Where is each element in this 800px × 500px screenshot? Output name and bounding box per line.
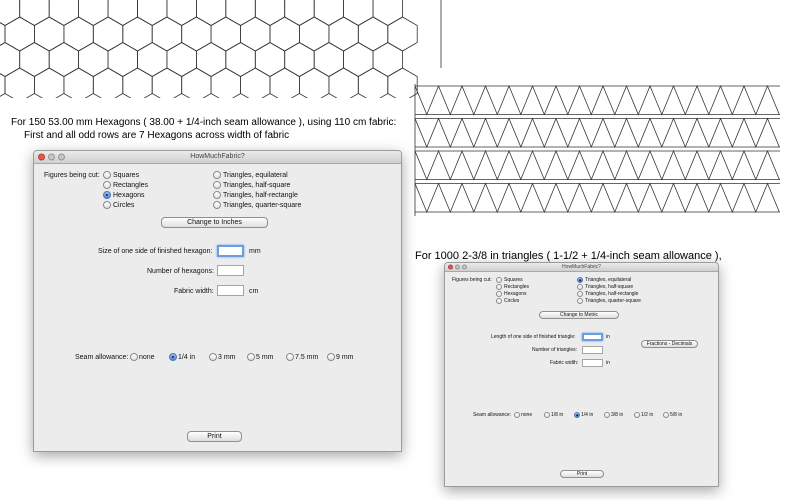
triangle-side-label: Length of one side of finished triangle:: [491, 334, 576, 340]
howmuchfabric-window-hexagons: [33, 150, 402, 452]
hexagon-caption-line1: For 150 53.00 mm Hexagons ( 38.00 + 1/4-inch seam allowance ), using 110 cm fabric:: [11, 117, 397, 128]
hexagon-shape: [255, 43, 284, 77]
hexagon-shape: [49, 43, 78, 77]
hexagon-shape: [299, 68, 329, 98]
hexagon-shape: [388, 17, 417, 51]
radio-label-squares: Squares: [113, 172, 140, 179]
window-title: HowMuchFabric?: [562, 264, 601, 270]
zoom-button[interactable]: [462, 265, 467, 270]
radio-squares[interactable]: [103, 171, 111, 179]
radio-label-circles: Circles: [113, 202, 135, 209]
radio-triangles-equilateral[interactable]: [577, 277, 583, 283]
figures-being-cut-label: Figures being cut:: [452, 277, 492, 283]
hexagon-side-unit: mm: [249, 248, 261, 255]
radio-seam-none[interactable]: [130, 353, 138, 361]
radio-label-seam-1-4-in: 1/4 in: [581, 412, 594, 418]
radio-seam-7-5-mm[interactable]: [286, 353, 294, 361]
hexagon-shape: [270, 17, 299, 51]
hexagon-shape: [108, 0, 137, 26]
number-of-triangles-input[interactable]: [582, 346, 603, 354]
radio-label-seam-5-mm: 5 mm: [256, 354, 274, 361]
hexagon-shape: [152, 68, 182, 98]
radio-triangles-half-rectangle[interactable]: [577, 291, 583, 297]
hexagon-shape: [314, 43, 343, 77]
radio-seam-3-mm[interactable]: [209, 353, 217, 361]
close-button[interactable]: [448, 265, 453, 270]
radio-seam-1-4-in[interactable]: [574, 412, 580, 418]
fabric-width-unit: in: [606, 360, 610, 366]
radio-circles[interactable]: [103, 201, 111, 209]
hexagon-shape: [329, 17, 358, 51]
fractions-decimals-button[interactable]: Fractions - Decimals: [641, 340, 698, 348]
number-of-triangles-label: Number of triangles:: [532, 347, 578, 353]
hexagon-shape: [0, 43, 20, 77]
window-titlebar[interactable]: [445, 263, 718, 272]
hexagon-shape: [93, 17, 123, 51]
hexagon-shape: [211, 17, 241, 51]
radio-label-seam-1-4-in: 1/4 in: [178, 354, 196, 361]
hexagon-shape: [138, 43, 167, 77]
radio-label-triangles-quarter-square: Triangles, quarter-square: [585, 298, 641, 304]
radio-seam-5-8-in[interactable]: [663, 412, 669, 418]
print-button[interactable]: Print: [560, 470, 604, 478]
howmuchfabric-window-triangles: [444, 262, 719, 487]
hexagon-shape: [270, 68, 299, 98]
hexagon-shape: [196, 0, 225, 26]
hexagon-shape: [182, 68, 211, 98]
radio-label-triangles-half-square: Triangles, half-square: [585, 284, 634, 290]
radio-label-seam-3-8-in: 3/8 in: [611, 412, 624, 418]
radio-hexagons[interactable]: [103, 191, 111, 199]
hexagon-shape: [167, 0, 197, 26]
hexagon-shape: [5, 68, 34, 98]
triangle-side-input[interactable]: [582, 333, 603, 341]
number-of-hexagons-input[interactable]: [217, 265, 244, 276]
hexagon-shape: [358, 68, 388, 98]
close-button[interactable]: [38, 154, 45, 161]
hexagon-shape: [358, 17, 388, 51]
hexagon-shape: [255, 0, 284, 26]
hexagon-shape: [241, 68, 270, 98]
hexagon-caption-line2: First and all odd rows are 7 Hexagons across width of fabric: [24, 130, 290, 141]
radio-hexagons[interactable]: [496, 291, 502, 297]
hexagon-shape: [226, 43, 256, 77]
hexagon-shape: [34, 17, 64, 51]
radio-label-rectangles: Rectangles: [504, 284, 530, 290]
hexagon-shape: [0, 17, 5, 51]
hexagon-shape: [123, 17, 152, 51]
change-to-inches-button[interactable]: Change to Inches: [161, 217, 268, 228]
print-button[interactable]: Print: [187, 431, 242, 442]
radio-squares[interactable]: [496, 277, 502, 283]
hexagon-shape: [167, 43, 197, 77]
radio-triangles-half-square[interactable]: [577, 284, 583, 290]
figures-being-cut-label: Figures being cut:: [44, 172, 100, 179]
radio-label-circles: Circles: [504, 298, 520, 304]
radio-label-seam-1-2-in: 1/2 in: [641, 412, 654, 418]
hexagon-shape: [64, 17, 93, 51]
radio-seam-none[interactable]: [514, 412, 520, 418]
radio-triangles-quarter-square[interactable]: [577, 298, 583, 304]
hexagon-shape: [93, 68, 123, 98]
radio-label-seam-9-mm: 9 mm: [336, 354, 354, 361]
hexagon-shape: [299, 17, 329, 51]
radio-seam-5-mm[interactable]: [247, 353, 255, 361]
radio-triangles-half-rectangle[interactable]: [213, 191, 221, 199]
radio-circles[interactable]: [496, 298, 502, 304]
seam-allowance-label: Seam allowance:: [75, 354, 129, 361]
hexagon-shape: [182, 17, 211, 51]
hexagon-shape: [123, 68, 152, 98]
hexagon-shape: [79, 0, 109, 26]
radio-seam-1-4-in[interactable]: [169, 353, 177, 361]
radio-triangles-equilateral[interactable]: [213, 171, 221, 179]
hexagon-shape: [152, 17, 182, 51]
hexagon-shape: [329, 68, 358, 98]
hexagon-shape: [285, 0, 315, 26]
fabric-width-unit: cm: [249, 288, 259, 295]
radio-rectangles[interactable]: [103, 181, 111, 189]
radio-label-triangles-half-square: Triangles, half-square: [223, 182, 291, 189]
hexagon-shape: [79, 43, 109, 77]
hexagon-shape: [64, 68, 93, 98]
hexagon-side-input[interactable]: [217, 245, 244, 257]
seam-allowance-label: Seam allowance:: [473, 412, 512, 418]
fabric-width-label: Fabric width:: [174, 288, 214, 295]
hexagon-shape: [314, 0, 343, 26]
hexagon-shape: [0, 0, 20, 26]
hexagon-shape: [49, 0, 78, 26]
zoom-button[interactable]: [58, 154, 65, 161]
radio-label-triangles-half-rectangle: Triangles, half-rectangle: [223, 192, 298, 199]
hexagon-shape: [211, 68, 241, 98]
radio-label-hexagons: Hexagons: [113, 192, 145, 199]
hexagon-layout-diagram: [0, 0, 450, 98]
radio-label-seam-3-mm: 3 mm: [218, 354, 236, 361]
radio-triangles-half-square[interactable]: [213, 181, 221, 189]
radio-label-triangles-equilateral: Triangles, equilateral: [585, 277, 632, 283]
radio-label-seam-7-5-mm: 7.5 mm: [295, 354, 319, 361]
window-title: HowMuchFabric?: [190, 153, 245, 160]
radio-seam-9-mm[interactable]: [327, 353, 335, 361]
minimize-button[interactable]: [48, 154, 55, 161]
triangle-side-unit: in: [606, 334, 610, 340]
fabric-width-input[interactable]: [582, 359, 603, 367]
radio-label-seam-none: none: [521, 412, 533, 418]
hexagon-shape: [138, 0, 167, 26]
radio-label-triangles-quarter-square: Triangles, quarter-square: [223, 202, 302, 209]
triangle-row: [415, 151, 779, 180]
radio-seam-3-8-in[interactable]: [604, 412, 610, 418]
hexagon-shape: [344, 43, 374, 77]
hexagon-shape: [20, 0, 50, 26]
radio-seam-1-2-in[interactable]: [634, 412, 640, 418]
fabric-width-label: Fabric width:: [550, 360, 579, 366]
hexagon-shape: [34, 68, 64, 98]
radio-label-rectangles: Rectangles: [113, 182, 149, 189]
hexagon-shape: [20, 43, 50, 77]
hexagon-shape: [285, 43, 315, 77]
radio-label-hexagons: Hexagons: [504, 291, 527, 297]
number-of-hexagons-label: Number of hexagons:: [147, 268, 214, 275]
radio-label-seam-none: none: [139, 354, 155, 361]
radio-triangles-quarter-square[interactable]: [213, 201, 221, 209]
radio-label-seam-1-8-in: 1/8 in: [551, 412, 564, 418]
hexagon-shape: [196, 43, 225, 77]
radio-rectangles[interactable]: [496, 284, 502, 290]
triangle-layout-diagram: [412, 84, 782, 219]
radio-label-triangles-half-rectangle: Triangles, half-rectangle: [585, 291, 639, 297]
triangle-caption-line1: For 1000 2-3/8 in triangles ( 1-1/2 + 1/4-inch seam allowance ),: [415, 250, 722, 262]
hexagon-shape: [5, 17, 34, 51]
triangle-row: [415, 184, 779, 213]
triangle-row: [415, 119, 779, 148]
radio-label-triangles-equilateral: Triangles, equilateral: [223, 172, 288, 179]
hexagon-shape: [344, 0, 374, 26]
window-titlebar[interactable]: [34, 151, 401, 164]
hexagon-shape: [373, 0, 402, 26]
hexagon-shape: [226, 0, 256, 26]
hexagon-shape: [373, 43, 402, 77]
change-to-metric-button[interactable]: Change to Metric: [539, 311, 619, 319]
hexagon-shape: [0, 68, 5, 98]
radio-label-squares: Squares: [504, 277, 523, 283]
radio-seam-1-8-in[interactable]: [544, 412, 550, 418]
radio-label-seam-5-8-in: 5/8 in: [670, 412, 683, 418]
minimize-button[interactable]: [455, 265, 460, 270]
hexagon-shape: [108, 43, 137, 77]
hexagon-side-label: Size of one side of finished hexagon:: [98, 248, 213, 255]
triangle-row: [415, 86, 779, 115]
fabric-width-input[interactable]: [217, 285, 244, 296]
hexagon-shape: [241, 17, 270, 51]
